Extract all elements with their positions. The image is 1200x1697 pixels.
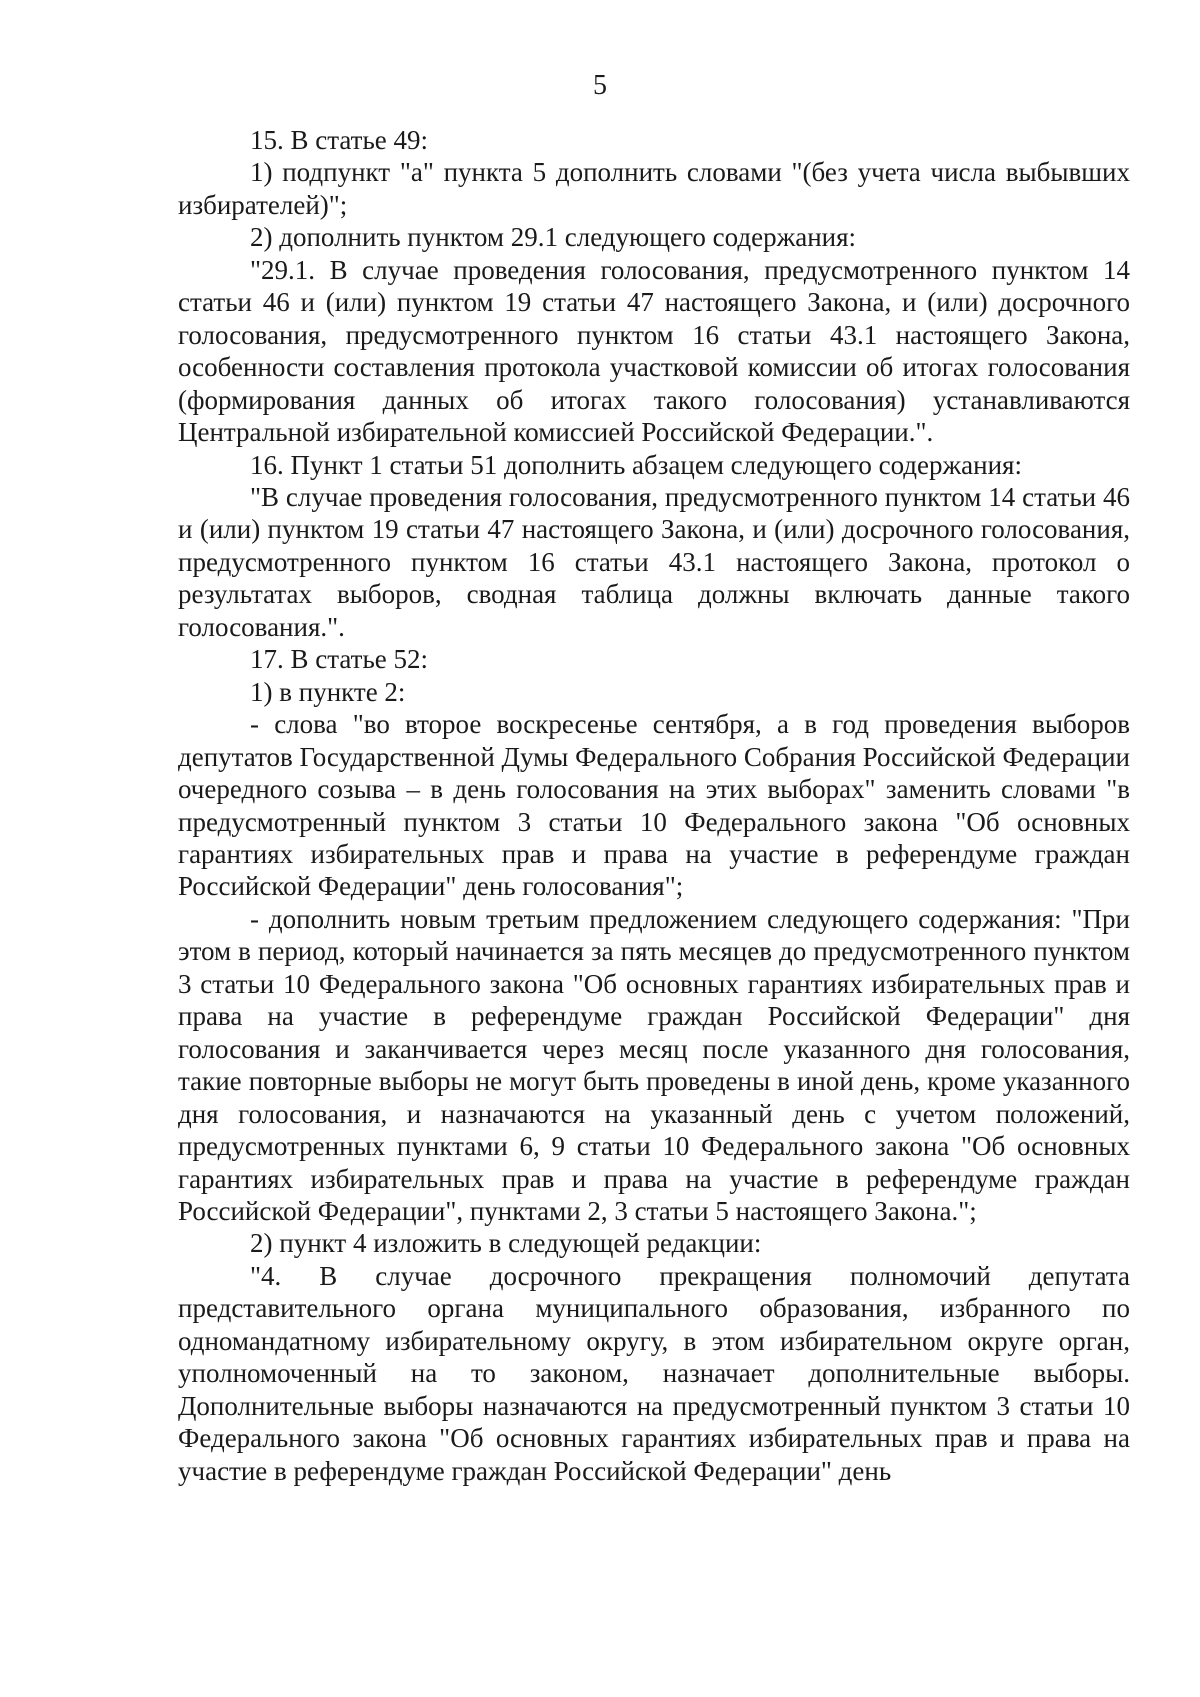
document-body (178, 124, 1130, 1487)
paragraph-item-17-subitem-1: 1) в пункте 2: (250, 676, 406, 707)
paragraph-words-replacement: - слова "во второе воскресенье сентября, а в год проведения выборов депутатов Государственной Думы Федерального Собрания Российской Федерации очередного созыва – в день голосования на этих выборах" заменить словами "в предусмотренный пунктом 3 статьи 10 Федерального закона "Об основных гарантиях избирательных прав и права на участие в референдуме граждан Российской Федерации" день голосования"; (178, 709, 1130, 902)
paragraph-item-17-heading: 17. В статье 52: (250, 644, 429, 675)
paragraph-subitem-1: 1) подпункт "а" пункта 5 дополнить словами "(без учета числа выбывших избирателей)"; (178, 157, 1130, 220)
paragraph-clause-29-1: "29.1. В случае проведения голосования, предусмотренного пунктом 14 статьи 46 и (или) пунктом 19 статьи 47 настоящего Закона, и (или) досрочного голосования, предусмотренного пунктом 16 статьи 43.1 настоящего Закона, особенности составления протокола участковой комиссии об итогах голосования (формирования данных об итогах такого голосования) устанавливаются Центральной избирательной комиссией Российской Федерации.". (178, 254, 1130, 448)
paragraph-item-16-text: "В случае проведения голосования, предусмотренного пунктом 14 статьи 46 и (или) пунктом 19 статьи 47 настоящего Закона, и (или) досрочного голосования, предусмотренного пунктом 16 статьи 43.1 настоящего Закона, протокол о результатах выборов, сводная таблица должны включать данные такого голосования.". (178, 481, 1130, 642)
paragraph-item-17-subitem-2: 2) пункт 4 изложить в следующей редакции: (250, 1228, 762, 1259)
paragraph-subitem-2: 2) дополнить пунктом 29.1 следующего содержания: (250, 222, 857, 253)
page-number: 5 (593, 70, 607, 101)
paragraph-item-16-heading: 16. Пункт 1 статьи 51 дополнить абзацем следующего содержания: (250, 449, 1022, 480)
paragraph-item-15-heading: 15. В статье 49: (250, 125, 429, 155)
paragraph-clause-4: "4. В случае досрочного прекращения полномочий депутата представительного органа муниципального образования, избранного по одномандатному избирательному округу, в этом избирательном округе орган, уполномоченный на то законом, назначает дополнительные выборы. Дополнительные выборы назначаются на предусмотренный пунктом 3 статьи 10 Федерального закона "Об основных гарантиях избирательных прав и права на участие в референдуме граждан Российской Федерации" день (178, 1260, 1130, 1486)
paragraph-third-sentence: - дополнить новым третьим предложением следующего содержания: "При этом в период, который начинается за пять месяцев до предусмотренного пунктом 3 статьи 10 Федерального закона "Об основных гарантиях избирательных прав и права на участие в референдуме граждан Российской Федерации" дня голосования и заканчивается через месяц после указанного дня голосования, такие повторные выборы не могут быть проведены в иной день, кроме указанного дня голосования, и назначаются на указанный день с учетом положений, предусмотренных пунктами 6, 9 статьи 10 Федерального закона "Об основных гарантиях избирательных прав и права на участие в референдуме граждан Российской Федерации", пунктами 2, 3 статьи 5 настоящего Закона."; (178, 903, 1130, 1226)
